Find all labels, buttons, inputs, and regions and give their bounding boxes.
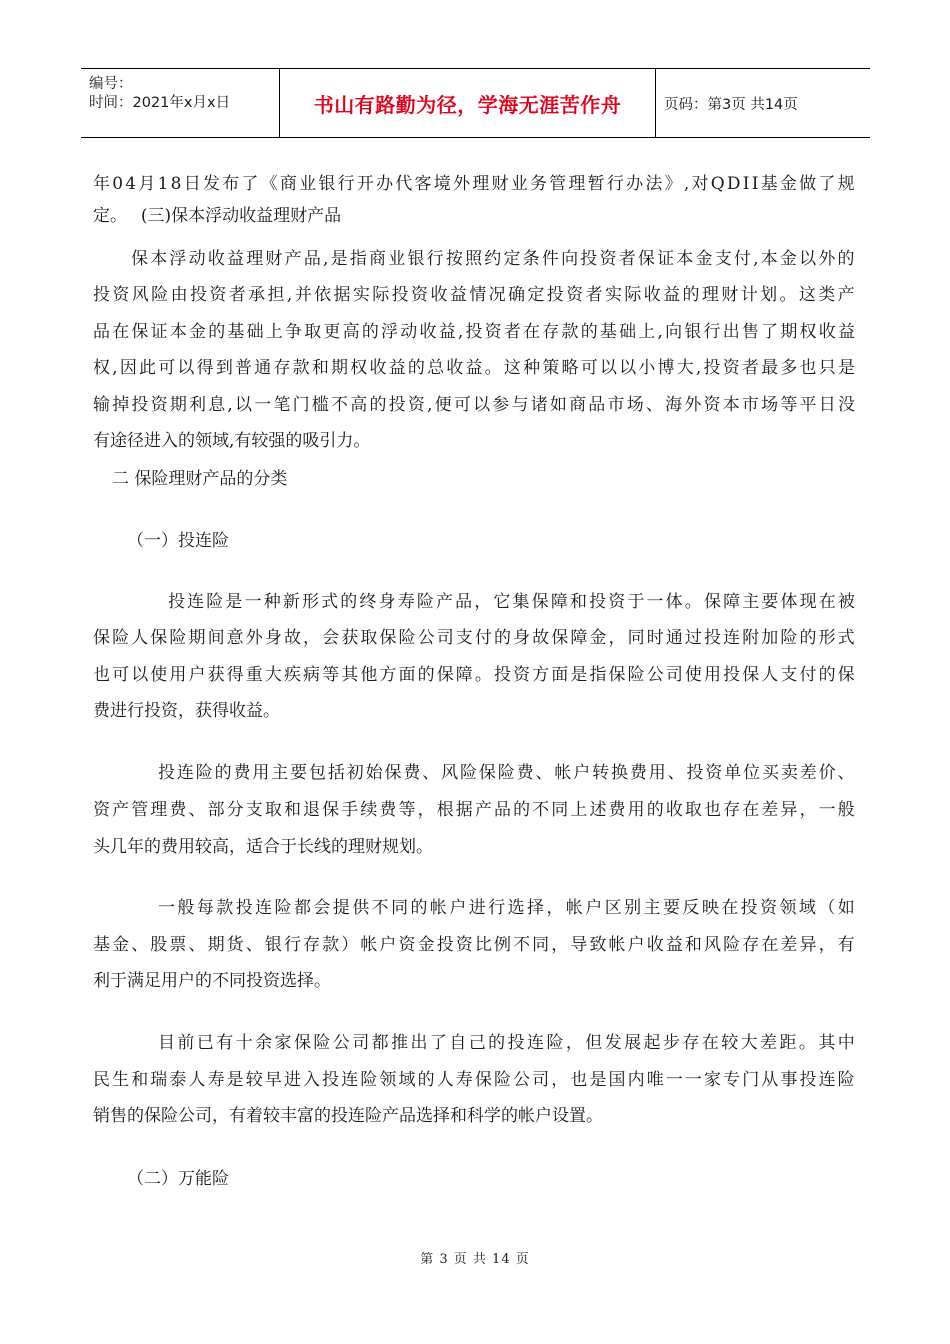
document-date-label: 时间：2021年x月x日 (89, 95, 231, 111)
text-line: 保 险 人 保 险 期 间 意 外 身 故 ， 会 获 取 保 险 公 司 支 付 的 身 故 保 障 金 ， 同 时 通 过 投 连 附 加 险 的 形 式 (93, 628, 855, 648)
text-line: 资 产 管 理 费 、 部 分 支 取 和 退 保 手 续 费 等 ， 根 据 产 品 的 不 同 上 述 费 用 的 收 取 也 存 在 差 异 ， 一 般 (93, 800, 855, 820)
text-line: 权 , 因 此 可 以 得 到 普 通 存 款 和 期 权 收 益 的 总 收 益 。 这 种 策 略 可 以 以 小 博 大 , 投 资 者 最 多 也 只 是 (93, 358, 855, 378)
text-line: 输 掉 投 资 期 利 息 , 以 一 笔 门 槛 不 高 的 投 资 , 便 可 以 参 与 诸 如 商 品 市 场 、 海 外 资 本 市 场 等 平 日 没 (93, 395, 855, 415)
text-line: 投 资 风 险 由 投 资 者 承 担 , 并 依 据 实 际 投 资 收 益 情 况 确 定 投 资 者 实 际 收 益 的 理 财 计 划 。 这 类 产 (93, 285, 855, 305)
text-line: 头几年的费用较高，适合于长线的理财规划。 (93, 837, 433, 857)
header-meta (81, 69, 280, 137)
text-line: 年 0 4 月 1 8 日 发 布 了 《 商 业 银 行 开 办 代 客 境 外 理 财 业 务 管 理 暂 行 办 法 》 , 对 Q D I I 基 金 做 了 规 (93, 174, 855, 194)
text-line: 定。 (三)保本浮动收益理财产品 (93, 206, 342, 226)
text-line: 目 前 已 有 十 余 家 保 险 公 司 都 推 出 了 自 己 的 投 连 险 ， 但 发 展 起 步 存 在 较 大 差 距 。 其 中 (158, 1033, 855, 1053)
text-line: 一 般 每 款 投 连 险 都 会 提 供 不 同 的 帐 户 进 行 选 择 ， 帐 户 区 别 主 要 反 映 在 投 资 领 域 （ 如 (158, 898, 855, 918)
text-line: 销售的保险公司，有着较丰富的投连险产品选择和科学的帐户设置。 (93, 1106, 603, 1126)
subsection-heading: （一）投连险 (127, 531, 229, 551)
text-line: 利于满足用户的不同投资选择。 (93, 971, 331, 991)
page-header (81, 68, 870, 138)
page-footer: 第 3 页 共 14 页 (420, 1252, 530, 1267)
text-line: 基 金 、 股 票 、 期 货 、 银 行 存 款 ） 帐 户 资 金 投 资 比 例 不 同 ， 导 致 帐 户 收 益 和 风 险 存 在 差 异 ， 有 (93, 935, 855, 955)
text-line: 保 本 浮 动 收 益 理 财 产 品 , 是 指 商 业 银 行 按 照 约 定 条 件 向 投 资 者 保 证 本 金 支 付 , 本 金 以 外 的 (131, 249, 855, 269)
text-line: 费进行投资，获得收益。 (93, 701, 280, 721)
document-code-label: 编号： (89, 76, 133, 92)
text-line: 投 连 险 是 一 种 新 形 式 的 终 身 寿 险 产 品 ， 它 集 保 障 和 投 资 于 一 体 。 保 障 主 要 体 现 在 被 (168, 592, 855, 612)
text-line: 品 在 保 证 本 金 的 基 础 上 争 取 更 高 的 浮 动 收 益 , 投 资 者 在 存 款 的 基 础 上 , 向 银 行 出 售 了 期 权 收 益 (93, 322, 855, 342)
text-line: 民 生 和 瑞 泰 人 寿 是 较 早 进 入 投 连 险 领 域 的 人 寿 保 险 公 司 ， 也 是 国 内 唯 一 一 家 专 门 从 事 投 连 险 (93, 1070, 855, 1090)
header-motto: 书山有路勤为径，学海无涯苦作舟 (280, 69, 656, 137)
text-line: 也 可 以 使 用 户 获 得 重 大 疾 病 等 其 他 方 面 的 保 障 。 投 资 方 面 是 指 保 险 公 司 使 用 投 保 人 支 付 的 保 (93, 665, 855, 685)
text-line: 投 连 险 的 费 用 主 要 包 括 初 始 保 费 、 风 险 保 险 费 、 帐 户 转 换 费 用 、 投 资 单 位 买 卖 差 价 、 (158, 763, 855, 783)
header-page-info: 页码：第3页 共14页 (664, 96, 798, 113)
section-heading: 二 保险理财产品的分类 (112, 469, 288, 489)
subsection-heading: （二）万能险 (127, 1169, 229, 1189)
text-line: 有途径进入的领域,有较强的吸引力。 (93, 431, 371, 451)
